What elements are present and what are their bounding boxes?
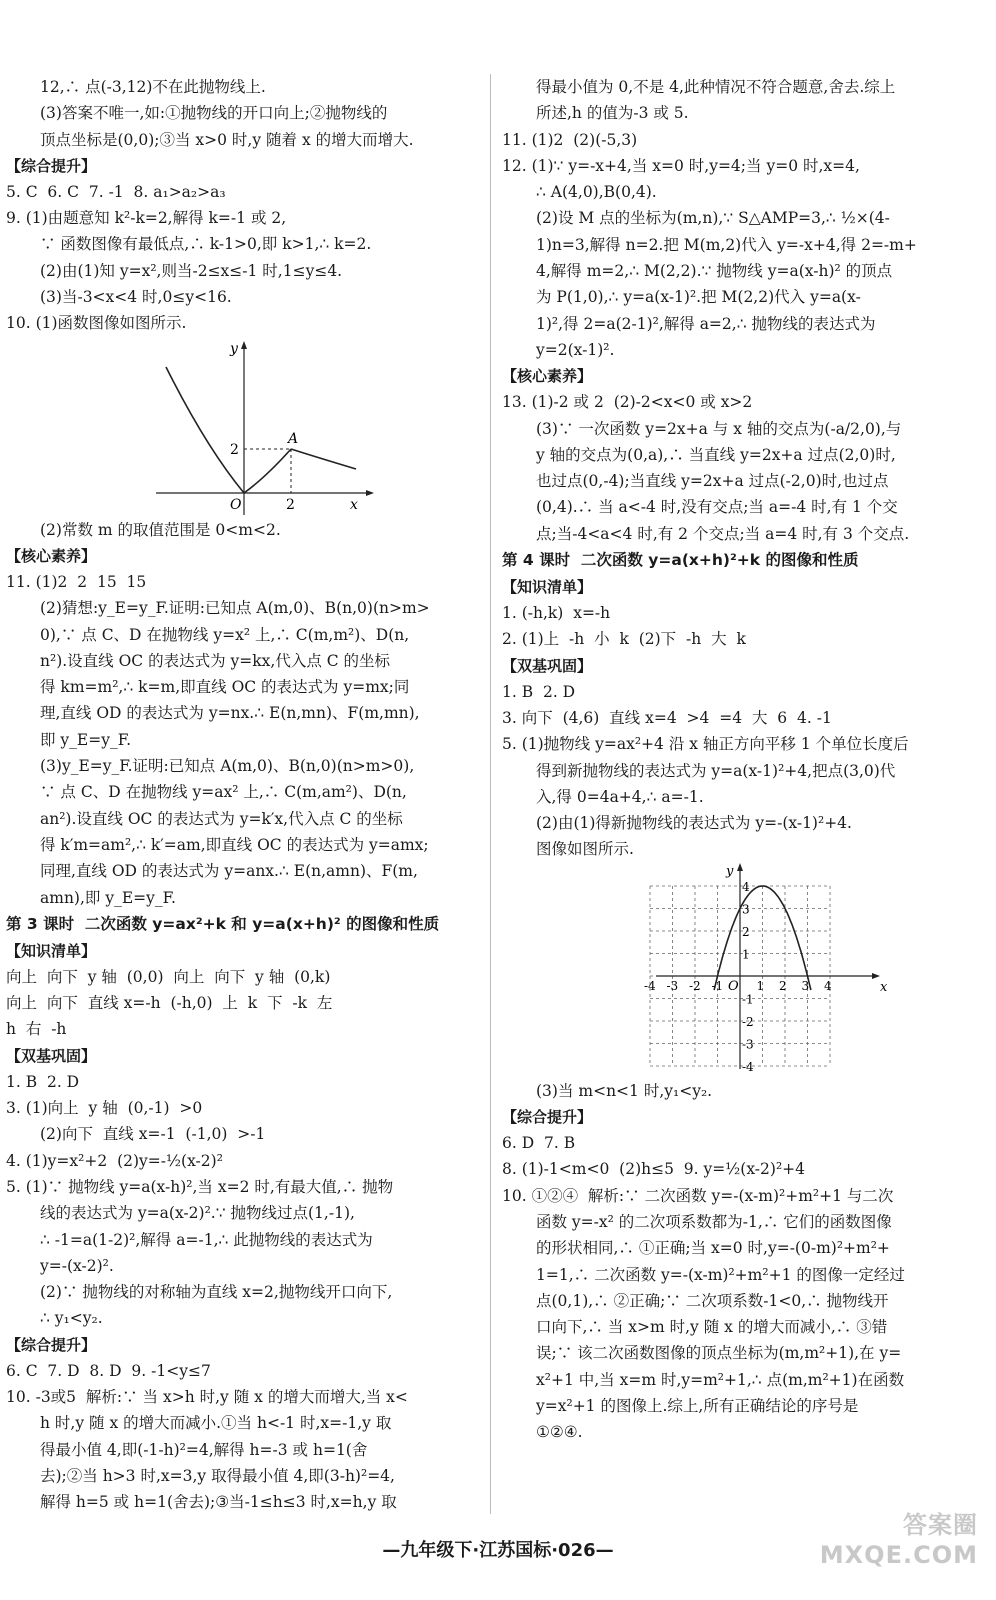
column-divider	[490, 74, 491, 1514]
text-line: 得到新抛物线的表达式为 y=a(x-1)²+4,把点(3,0)代	[536, 761, 896, 780]
text-line: 10. (1)函数图像如图所示.	[6, 314, 187, 333]
text-line: 理,直线 OD 的表达式为 y=nx.∴ E(n,mn)、F(m,mn),	[40, 704, 420, 723]
text-line: 0),∵ 点 C、D 在抛物线 y=x² 上,∴ C(m,m²)、D(n,	[40, 625, 410, 644]
text-line: 4. (1)y=x²+2 (2)y=-½(x-2)²	[6, 1151, 223, 1170]
text-line: x²+1 中,当 x=m 时,y=m²+1,∴ 点(m,m²+1)在函数	[536, 1370, 905, 1389]
section-heading: 【知识清单】	[6, 941, 97, 960]
text-line: y 轴的交点为(0,a),∴ 当直线 y=2x+a 过点(2,0)时,	[536, 445, 896, 464]
text-line: amn),即 y_E=y_F.	[40, 888, 176, 907]
text-line: 12,∴ 点(-3,12)不在此抛物线上.	[40, 78, 266, 96]
text-line: 6. C 7. D 8. D 9. -1<y≤7	[6, 1361, 211, 1380]
text-line: 点;当-4<a<4 时,有 2 个交点;当 a=4 时,有 3 个交点.	[536, 524, 910, 543]
label-a: A	[288, 430, 299, 447]
x-tick-label: 3	[801, 978, 810, 993]
text-line: 也过点(0,-4);当直线 y=2x+a 过点(-2,0)时,也过点	[536, 472, 889, 491]
text-line: 线的表达式为 y=a(x-2)².∵ 抛物线过点(1,-1),	[40, 1204, 355, 1223]
text-line: (2)猜想:y_E=y_F.证明:已知点 A(m,0)、B(n,0)(n>m>	[40, 599, 430, 618]
text-line: (0,4).∴ 当 a<-4 时,没有交点;当 a=-4 时,有 1 个交	[536, 498, 898, 517]
text-line: ∴ A(4,0),B(0,4).	[536, 183, 657, 202]
text-line: 1)n=3,解得 n=2.把 M(m,2)代入 y=-x+4,得 2=-m+	[536, 235, 917, 254]
section-heading: 【综合提升】	[6, 1335, 97, 1354]
text-line: 5. (1)∵ 抛物线 y=a(x-h)²,当 x=2 时,有最大值,∴ 抛物	[6, 1177, 394, 1196]
text-line: (2)由(1)得新抛物线的表达式为 y=-(x-1)²+4.	[536, 814, 852, 833]
text-line: ∴ y₁<y₂.	[40, 1309, 103, 1328]
text-line: y=x²+1 的图像上.综上,所有正确结论的序号是	[536, 1396, 859, 1415]
text-line: (3)∵ 一次函数 y=2x+a 与 x 轴的交点为(-a/2,0),与	[536, 419, 902, 438]
text-line: 口向下,∴ 当 x>m 时,y 随 x 的增大而减小,∴ ③错	[536, 1318, 888, 1337]
curve-parabola	[166, 367, 291, 493]
section-heading: 【综合提升】	[6, 156, 97, 175]
page-footer: —九年级下·江苏国标·026—	[382, 1540, 614, 1561]
text-line: 去);②当 h>3 时,x=3,y 取得最小值 4,即(3-h)²=4,	[40, 1466, 395, 1485]
text-line: 得 k′m=am²,∴ k′=am,即直线 OC 的表达式为 y=amx;	[40, 835, 429, 854]
text-line: h 右 -h	[6, 1020, 67, 1039]
x-tick-label: -1	[711, 978, 724, 993]
label-x: x	[880, 979, 888, 995]
text-line: 10. ①②④ 解析:∵ 二次函数 y=-(x-m)²+m²+1 与二次	[502, 1186, 894, 1205]
left-column	[6, 74, 480, 1515]
text-line: 8. (1)-1<m<0 (2)h≤5 9. y=½(x-2)²+4	[502, 1160, 806, 1179]
text-line: 5. C 6. C 7. -1 8. a₁>a₂>a₃	[6, 182, 226, 201]
label-origin: O	[728, 978, 739, 994]
text-line: (3)当-3<x<4 时,0≤y<16.	[40, 288, 232, 307]
text-line: (3)答案不唯一,如:①抛物线的开口向上;②抛物线的	[40, 104, 388, 123]
label-y: y	[726, 863, 734, 879]
text-line: (3)当 m<n<1 时,y₁<y₂.	[536, 1081, 713, 1100]
text-line: ∴ -1=a(1-2)²,解得 a=-1,∴ 此抛物线的表达式为	[40, 1230, 373, 1249]
text-line: 误;∵ 该二次函数图像的顶点坐标为(m,m²+1),在 y=	[536, 1344, 902, 1363]
text-line: 入,得 0=4a+4,∴ a=-1.	[536, 787, 704, 806]
y-tick-label: 4	[742, 879, 750, 894]
parabola-figure-1	[156, 337, 386, 517]
text-line: 10. -3或5 解析:∵ 当 x>h 时,y 随 x 的增大而增大,当 x<	[6, 1387, 408, 1406]
text-line: 得最小值为 0,不是 4,此种情况不符合题意,舍去.综上	[536, 78, 896, 96]
text-line: 得 km=m²,∴ k=m,即直线 OC 的表达式为 y=mx;同	[40, 678, 410, 697]
label-two-x: 2	[286, 496, 295, 513]
y-tick-label: -1	[742, 992, 754, 1007]
text-line: 6. D 7. B	[502, 1134, 576, 1153]
y-tick-label: 1	[742, 947, 750, 962]
label-y: y	[230, 340, 238, 357]
x-tick-label: 4	[824, 978, 832, 993]
label-x: x	[350, 496, 358, 513]
section-heading: 【双基巩固】	[6, 1046, 97, 1065]
lesson-title: 第 4 课时 二次函数 y=a(x+h)²+k 的图像和性质	[502, 551, 859, 570]
text-line: ∵ 函数图像有最低点,∴ k-1>0,即 k>1,∴ k=2.	[40, 235, 372, 254]
lesson-title: 第 3 课时 二次函数 y=ax²+k 和 y=a(x+h)² 的图像和性质	[6, 914, 440, 933]
text-line: (3)y_E=y_F.证明:已知点 A(m,0)、B(n,0)(n>m>0),	[40, 757, 415, 776]
text-line: 13. (1)-2 或 2 (2)-2<x<0 或 x>2	[502, 393, 753, 412]
y-tick-label: -4	[742, 1059, 754, 1074]
text-line: 顶点坐标是(0,0);③当 x>0 时,y 随着 x 的增大而增大.	[40, 130, 414, 149]
text-line: 向上 向下 y 轴 (0,0) 向上 向下 y 轴 (0,k)	[6, 967, 331, 986]
section-heading: 【综合提升】	[502, 1108, 593, 1127]
text-line: an²).设直线 OC 的表达式为 y=k′x,代入点 C 的坐标	[40, 809, 403, 828]
curve-decay	[291, 449, 356, 469]
text-line: 1. (-h,k) x=-h	[502, 604, 611, 623]
label-two-y: 2	[230, 441, 239, 458]
curve-parabola	[714, 886, 811, 990]
text-line: 11. (1)2 2 15 15	[6, 572, 147, 591]
text-line: 9. (1)由题意知 k²-k=2,解得 k=-1 或 2,	[6, 209, 287, 228]
text-line: (2)由(1)知 y=x²,则当-2≤x≤-1 时,1≤y≤4.	[40, 261, 343, 280]
text-line: n²).设直线 OC 的表达式为 y=kx,代入点 C 的坐标	[40, 651, 391, 670]
text-line: 3. 向下 (4,6) 直线 x=4 >4 =4 大 6 4. -1	[502, 708, 832, 727]
y-tick-label: 2	[742, 924, 750, 939]
text-line: 点(0,1),∴ ②正确;∵ 二次项系数-1<0,∴ 抛物线开	[536, 1291, 889, 1310]
text-line: 解得 h=5 或 h=1(舍去);③当-1≤h≤3 时,x=h,y 取	[40, 1493, 397, 1512]
text-line: 图像如图所示.	[536, 840, 634, 859]
text-line: 12. (1)∵ y=-x+4,当 x=0 时,y=4;当 y=0 时,x=4,	[502, 156, 860, 175]
text-line: ①②④.	[536, 1423, 583, 1442]
text-line: (2)设 M 点的坐标为(m,n),∵ S△AMP=3,∴ ½×(4-	[536, 209, 890, 228]
fig2-wrapper	[644, 863, 972, 1078]
fig1-wrapper	[156, 337, 480, 517]
x-tick-label: 1	[756, 978, 765, 993]
section-heading: 【核心素养】	[6, 546, 97, 565]
text-line: 向上 向下 直线 x=-h (-h,0) 上 k 下 -k 左	[6, 994, 333, 1013]
text-line: 1. B 2. D	[6, 1072, 80, 1091]
section-heading: 【知识清单】	[502, 578, 593, 597]
text-line: (2)∵ 抛物线的对称轴为直线 x=2,抛物线开口向下,	[40, 1283, 393, 1302]
text-line: 的形状相同,∴ ①正确;当 x=0 时,y=-(0-m)²+m²+	[536, 1239, 890, 1258]
text-line: 得最小值 4,即(-1-h)²=4,解得 h=-3 或 h=1(舍	[40, 1440, 368, 1459]
text-line: ∵ 点 C、D 在抛物线 y=ax² 上,∴ C(m,am²)、D(n,	[40, 783, 407, 802]
label-origin: O	[230, 496, 242, 513]
text-line: (2)向下 直线 x=-1 (-1,0) >-1	[40, 1125, 266, 1144]
text-line: 为 P(1,0),∴ y=a(x-1)².把 M(2,2)代入 y=a(x-	[536, 288, 861, 307]
right-column	[502, 74, 972, 1446]
text-line: 1. B 2. D	[502, 682, 576, 701]
text-line: y=-(x-2)².	[40, 1256, 114, 1275]
y-tick-label: 3	[742, 902, 750, 917]
text-line: 函数 y=-x² 的二次项系数都为-1,∴ 它们的函数图像	[536, 1212, 892, 1231]
section-heading: 【核心素养】	[502, 367, 593, 386]
text-line: h 时,y 随 x 的增大而减小.①当 h<-1 时,x=-1,y 取	[40, 1414, 392, 1433]
text-line: 4,解得 m=2,∴ M(2,2).∵ 抛物线 y=a(x-h)² 的顶点	[536, 262, 893, 281]
parabola-figure-2	[644, 863, 892, 1075]
text-line: 1)²,得 2=a(2-1)²,解得 a=2,∴ 抛物线的表达式为	[536, 314, 876, 333]
text-line: 同理,直线 OD 的表达式为 y=anx.∴ E(n,amn)、F(m,	[40, 862, 418, 881]
y-tick-label: -3	[742, 1037, 754, 1052]
text-line: 即 y_E=y_F.	[40, 730, 132, 749]
x-tick-label: -3	[666, 978, 679, 993]
section-heading: 【双基巩固】	[502, 656, 593, 675]
text-line: 1=1,∴ 二次函数 y=-(x-m)²+m²+1 的图像一定经过	[536, 1265, 905, 1284]
text-line: 5. (1)抛物线 y=ax²+4 沿 x 轴正方向平移 1 个单位长度后	[502, 735, 909, 754]
x-tick-label: -2	[689, 978, 701, 993]
text-line: 所述,h 的值为-3 或 5.	[536, 104, 689, 123]
text-line: 2. (1)上 -h 小 k (2)下 -h 大 k	[502, 630, 746, 649]
y-tick-label: -2	[742, 1014, 754, 1029]
x-tick-label: 2	[779, 978, 787, 993]
watermark: 答案圈 MXQE.COM	[819, 1511, 978, 1569]
text-line: 3. (1)向上 y 轴 (0,-1) >0	[6, 1099, 203, 1118]
text-line: (2)常数 m 的取值范围是 0<m<2.	[40, 520, 281, 539]
text-line: 11. (1)2 (2)(-5,3)	[502, 130, 638, 149]
x-tick-label: -4	[644, 978, 656, 993]
text-line: y=2(x-1)².	[536, 340, 615, 359]
